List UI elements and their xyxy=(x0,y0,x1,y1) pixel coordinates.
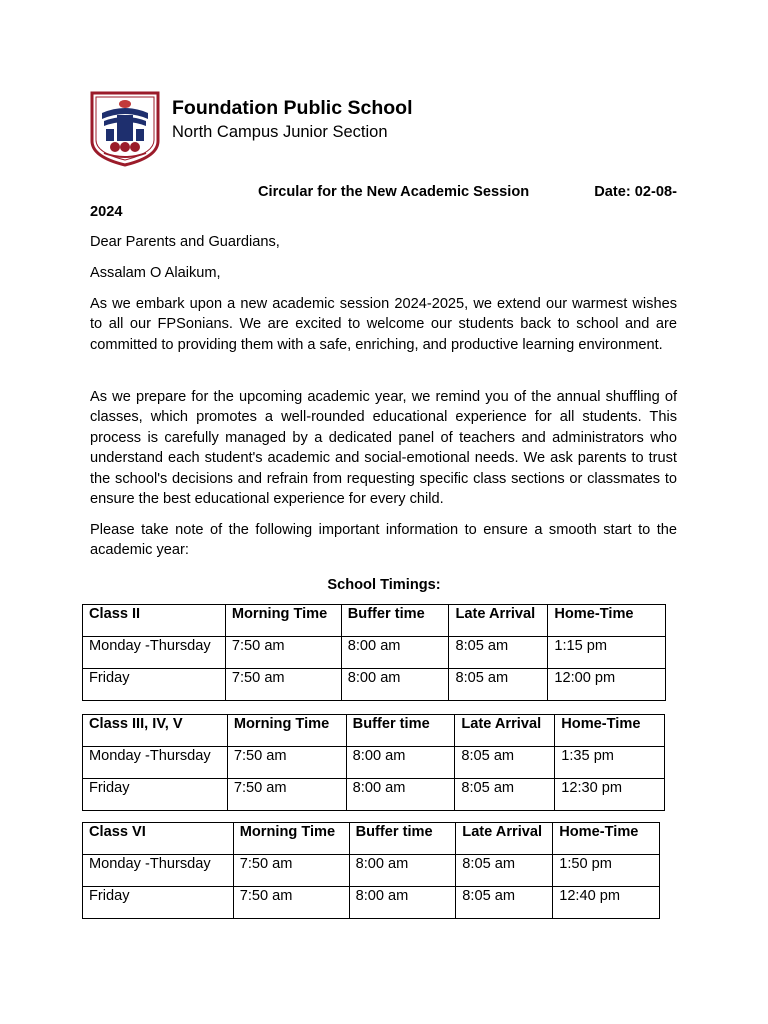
table-cell: 8:00 am xyxy=(349,887,456,919)
header-cell: Morning Time xyxy=(227,715,346,747)
table-row xyxy=(83,779,665,811)
header-cell: Home-Time xyxy=(555,715,665,747)
table-row xyxy=(83,669,666,701)
header-cell: Morning Time xyxy=(233,823,349,855)
table-header-row xyxy=(83,823,660,855)
table-cell: 12:00 pm xyxy=(548,669,666,701)
header-cell: Class III, IV, V xyxy=(83,715,228,747)
table-cell: Friday xyxy=(83,779,228,811)
table-cell: 8:05 am xyxy=(449,637,548,669)
header-cell: Morning Time xyxy=(225,605,341,637)
header-cell: Home-Time xyxy=(553,823,660,855)
table-cell: 12:40 pm xyxy=(553,887,660,919)
school-logo xyxy=(90,91,160,167)
timings-table-class-iii-v xyxy=(82,714,665,811)
table-cell: 8:05 am xyxy=(449,669,548,701)
table-cell: Monday -Thursday xyxy=(83,637,226,669)
header-cell: Class II xyxy=(83,605,226,637)
timings-table-class-vi xyxy=(82,822,660,919)
timings-title: School Timings: xyxy=(327,577,441,593)
school-name: Foundation Public School xyxy=(172,97,413,119)
table-cell: 8:00 am xyxy=(349,855,456,887)
table-cell: 8:00 am xyxy=(346,747,455,779)
table-row xyxy=(83,747,665,779)
table-cell: 7:50 am xyxy=(227,747,346,779)
table-row xyxy=(83,637,666,669)
salutation: Dear Parents and Guardians, xyxy=(90,234,280,250)
paragraph-1 xyxy=(90,294,677,355)
circular-date-year: 2024 xyxy=(90,204,123,221)
table-cell: 8:00 am xyxy=(341,637,449,669)
circular-title-line xyxy=(90,182,677,223)
header-cell: Late Arrival xyxy=(449,605,548,637)
table-cell: 7:50 am xyxy=(233,855,349,887)
campus-name: North Campus Junior Section xyxy=(172,123,388,141)
table-cell: 12:30 pm xyxy=(555,779,665,811)
timings-table-class-ii xyxy=(82,604,666,701)
table-cell: 7:50 am xyxy=(227,779,346,811)
header-cell: Buffer time xyxy=(346,715,455,747)
table-cell: 1:50 pm xyxy=(553,855,660,887)
header-cell: Buffer time xyxy=(349,823,456,855)
circular-title: Circular for the New Academic Session xyxy=(258,184,530,200)
table-cell: 7:50 am xyxy=(225,637,341,669)
header-cell: Home-Time xyxy=(548,605,666,637)
table-row xyxy=(83,855,660,887)
table-cell: 8:00 am xyxy=(341,669,449,701)
table-cell: Monday -Thursday xyxy=(83,747,228,779)
table-cell: 1:35 pm xyxy=(555,747,665,779)
table-cell: 1:15 pm xyxy=(548,637,666,669)
header-cell: Buffer time xyxy=(341,605,449,637)
paragraph-3 xyxy=(90,520,677,561)
header-cell: Class VI xyxy=(83,823,234,855)
table-cell: Monday -Thursday xyxy=(83,855,234,887)
table-cell: 8:00 am xyxy=(346,779,455,811)
table-cell: 8:05 am xyxy=(456,887,553,919)
table-cell: 8:05 am xyxy=(455,747,555,779)
header-cell: Late Arrival xyxy=(455,715,555,747)
table-cell: 7:50 am xyxy=(233,887,349,919)
table-cell: Friday xyxy=(83,887,234,919)
greeting: Assalam O Alaikum, xyxy=(90,265,221,281)
circular-date: Date: 02-08- xyxy=(594,184,677,200)
table-cell: 8:05 am xyxy=(456,855,553,887)
table-cell: 7:50 am xyxy=(225,669,341,701)
paragraph-text: As we prepare for the upcoming academic year, we remind you of the annual shuffling of classes, which promotes a well-rounded educational experience for all students. This process is carefully managed by a dedicated panel of teachers and administrators who understand each student's academic and social-emotional needs. We ask parents to trust the school's decisions and refrain from requesting specific class sections or classmates to ensure the best educational experience for every child. xyxy=(90,389,677,508)
table-row xyxy=(83,887,660,919)
paragraph-2 xyxy=(90,387,677,509)
table-header-row xyxy=(83,605,666,637)
paragraph-text: As we embark upon a new academic session 2024-2025, we extend our warmest wishes to all our FPSonians. We are excited to welcome our students back to school and are committed to providing them with a safe, enriching, and productive learning environment. xyxy=(90,296,677,353)
table-header-row xyxy=(83,715,665,747)
header-cell: Late Arrival xyxy=(456,823,553,855)
table-cell: Friday xyxy=(83,669,226,701)
paragraph-text: Please take note of the following important information to ensure a smooth start to the academic year: xyxy=(90,522,677,559)
table-cell: 8:05 am xyxy=(455,779,555,811)
